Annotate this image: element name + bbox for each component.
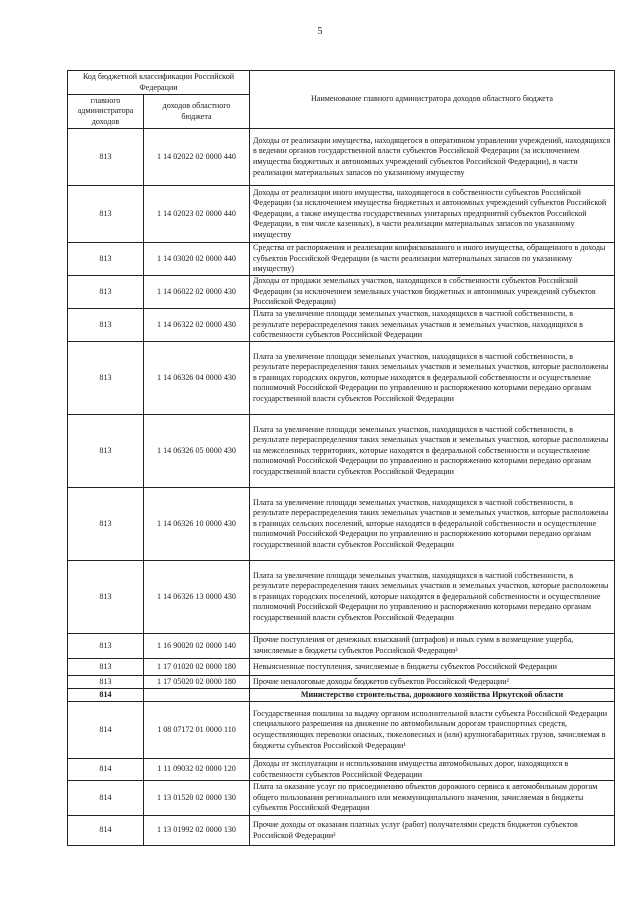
income-code-cell: 1 16 90020 02 0000 140 (144, 634, 250, 659)
admin-code-cell: 814 (68, 759, 144, 781)
table-row (68, 759, 615, 781)
admin-code-cell: 813 (68, 342, 144, 415)
table-row (68, 415, 615, 488)
income-code-cell: 1 08 07172 01 0000 110 (144, 702, 250, 759)
page-number: 5 (317, 26, 323, 37)
admin-code-cell: 814 (68, 816, 144, 846)
income-name-cell: Доходы от эксплуатации и использования имущества автомобильных дорог, находящихся в собственности субъектов Российской Федерации (250, 759, 615, 781)
header-admin: главного администратора доходов (68, 95, 144, 129)
income-name-cell: Плата за оказание услуг по присоединению объектов дорожного сервиса к автомобильным дорогам общего пользования регионального или межмуниципального значения, зачисляемая в бюджеты субъектов Российской Федерации (250, 781, 615, 816)
income-code-cell: 1 14 06326 04 0000 430 (144, 342, 250, 415)
income-code-cell: 1 14 02022 02 0000 440 (144, 129, 250, 186)
table-row (68, 276, 615, 309)
income-name-cell: Плата за увеличение площади земельных участков, находящихся в частной собственности, в результате перераспределения таких земельных участков и земельных участков, которые расположены на межселенных территориях, которые находятся в федеральной собственности и осуществление полномочий Российской Федерации по управлению и распоряжению которыми передано органам государственной власти субъектов Российской Федерации (250, 415, 615, 488)
admin-code-cell: 814 (68, 781, 144, 816)
admin-code-cell: 813 (68, 676, 144, 689)
income-name-cell: Государственная пошлина за выдачу органом исполнительной власти субъекта Российской Федерации специального разрешения на движение по автомобильным дорогам транспортных средств, осуществляющих перевозки опасных, тяжеловесных и (или) крупногабаритных грузов, зачисляемая в бюджеты субъектов Российской Федерации¹ (250, 702, 615, 759)
income-code-cell: 1 14 06326 13 0000 430 (144, 561, 250, 634)
income-name-cell: Плата за увеличение площади земельных участков, находящихся в частной собственности, в результате перераспределения таких земельных участков и земельных участков, которые расположены в границах городских округов, которые находятся в федеральной собственности и осуществление полномочий Российской Федерации по управлению и распоряжению которыми передано органам государственной власти субъектов Российской Федерации (250, 342, 615, 415)
income-code-cell: 1 11 09032 02 0000 120 (144, 759, 250, 781)
admin-code-cell: 813 (68, 309, 144, 342)
admin-code-cell: 813 (68, 488, 144, 561)
table-row (68, 309, 615, 342)
table-row (68, 781, 615, 816)
admin-code-cell: 813 (68, 243, 144, 276)
income-code-cell: 1 13 01992 02 0000 130 (144, 816, 250, 846)
admin-code-cell: 814 (68, 689, 144, 702)
income-name-cell: Доходы от реализации иного имущества, находящегося в собственности субъектов Российской Федерации (за исключением имущества бюджетных и автономных учреждений субъектов Российской Федерации, а также имущества государственных унитарных предприятий субъектов Российской Федерации, в том числе казенных), в части реализации материальных запасов по указанному имуществу (250, 186, 615, 243)
table-row (68, 659, 615, 676)
income-name-cell: Невыясненные поступления, зачисляемые в бюджеты субъектов Российской Федерации (250, 659, 615, 676)
admin-code-cell: 813 (68, 415, 144, 488)
admin-code-cell: 813 (68, 276, 144, 309)
header-name: Наименование главного администратора доходов областного бюджета (250, 71, 615, 129)
table-row (68, 129, 615, 186)
income-code-cell: 1 14 06326 10 0000 430 (144, 488, 250, 561)
income-name-cell: Прочие поступления от денежных взысканий (штрафов) и иных сумм в возмещение ущерба, зачисляемые в бюджеты субъектов Российской Федерации² (250, 634, 615, 659)
income-code-cell: 1 14 02023 02 0000 440 (144, 186, 250, 243)
income-code-cell: 1 14 03020 02 0000 440 (144, 243, 250, 276)
income-name-cell: Плата за увеличение площади земельных участков, находящихся в частной собственности, в результате перераспределения таких земельных участков и земельных участков, которые расположены в границах сельских поселений, которые находятся в федеральной собственности и осуществление полномочий Российской Федерации по управлению и распоряжению которыми передано органам государственной власти субъектов Российской Федерации (250, 488, 615, 561)
table-row (68, 488, 615, 561)
admin-code-cell: 813 (68, 634, 144, 659)
income-name-cell: Прочие доходы от оказания платных услуг (работ) получателями средств бюджетов субъектов Российской Федерации² (250, 816, 615, 846)
admin-code-cell: 814 (68, 702, 144, 759)
income-name-cell: Плата за увеличение площади земельных участков, находящихся в частной собственности, в результате перераспределения таких земельных участков и земельных участков, находящихся в собственности субъектов Российской Федерации (250, 309, 615, 342)
table-row (68, 186, 615, 243)
income-code-cell: 1 17 05020 02 0000 180 (144, 676, 250, 689)
table-row (68, 676, 615, 689)
budget-codes-table (67, 70, 615, 846)
table-row (68, 702, 615, 759)
table-row (68, 634, 615, 659)
admin-code-cell: 813 (68, 561, 144, 634)
admin-code-cell: 813 (68, 129, 144, 186)
income-name-cell: Прочие неналоговые доходы бюджетов субъектов Российской Федерации² (250, 676, 615, 689)
income-code-cell: 1 17 01020 02 0000 180 (144, 659, 250, 676)
income-code-cell: 1 14 06326 05 0000 430 (144, 415, 250, 488)
header-code-group: Код бюджетной классификации Российской Федерации (68, 71, 250, 95)
income-name-cell: Министерство строительства, дорожного хозяйства Иркутской области (250, 689, 615, 702)
table-row (68, 342, 615, 415)
income-name-cell: Доходы от продажи земельных участков, находящихся в собственности субъектов Российской Федерации (за исключением земельных участков бюджетных и автономных учреждений субъектов Российской Федерации) (250, 276, 615, 309)
income-code-cell: 1 14 06322 02 0000 430 (144, 309, 250, 342)
table-row (68, 816, 615, 846)
table-row (68, 243, 615, 276)
income-code-cell: 1 13 01520 02 0000 130 (144, 781, 250, 816)
income-name-cell: Плата за увеличение площади земельных участков, находящихся в частной собственности, в результате перераспределения таких земельных участков и земельных участков, которые расположены в границах городских поселений, которые находятся в федеральной собственности и осуществление полномочий Российской Федерации по управлению и распоряжению которыми передано органам государственной власти субъектов Российской Федерации (250, 561, 615, 634)
income-code-cell (144, 689, 250, 702)
income-code-cell: 1 14 06022 02 0000 430 (144, 276, 250, 309)
admin-code-cell: 813 (68, 659, 144, 676)
income-name-cell: Средства от распоряжения и реализации конфискованного и иного имущества, обращенного в доходы субъектов Российской Федерации (в части реализации материальных запасов по указанному имуществу) (250, 243, 615, 276)
income-name-cell: Доходы от реализации имущества, находящегося в оперативном управлении учреждений, находящихся в ведении органов государственной власти субъектов Российской Федерации (за исключением имущества бюджетных и автономных учреждений субъектов Российской Федерации), в части реализации материальных запасов по указанному имуществу (250, 129, 615, 186)
ministry-row (68, 689, 615, 702)
admin-code-cell: 813 (68, 186, 144, 243)
header-income: доходов областного бюджета (144, 95, 250, 129)
table-row (68, 561, 615, 634)
